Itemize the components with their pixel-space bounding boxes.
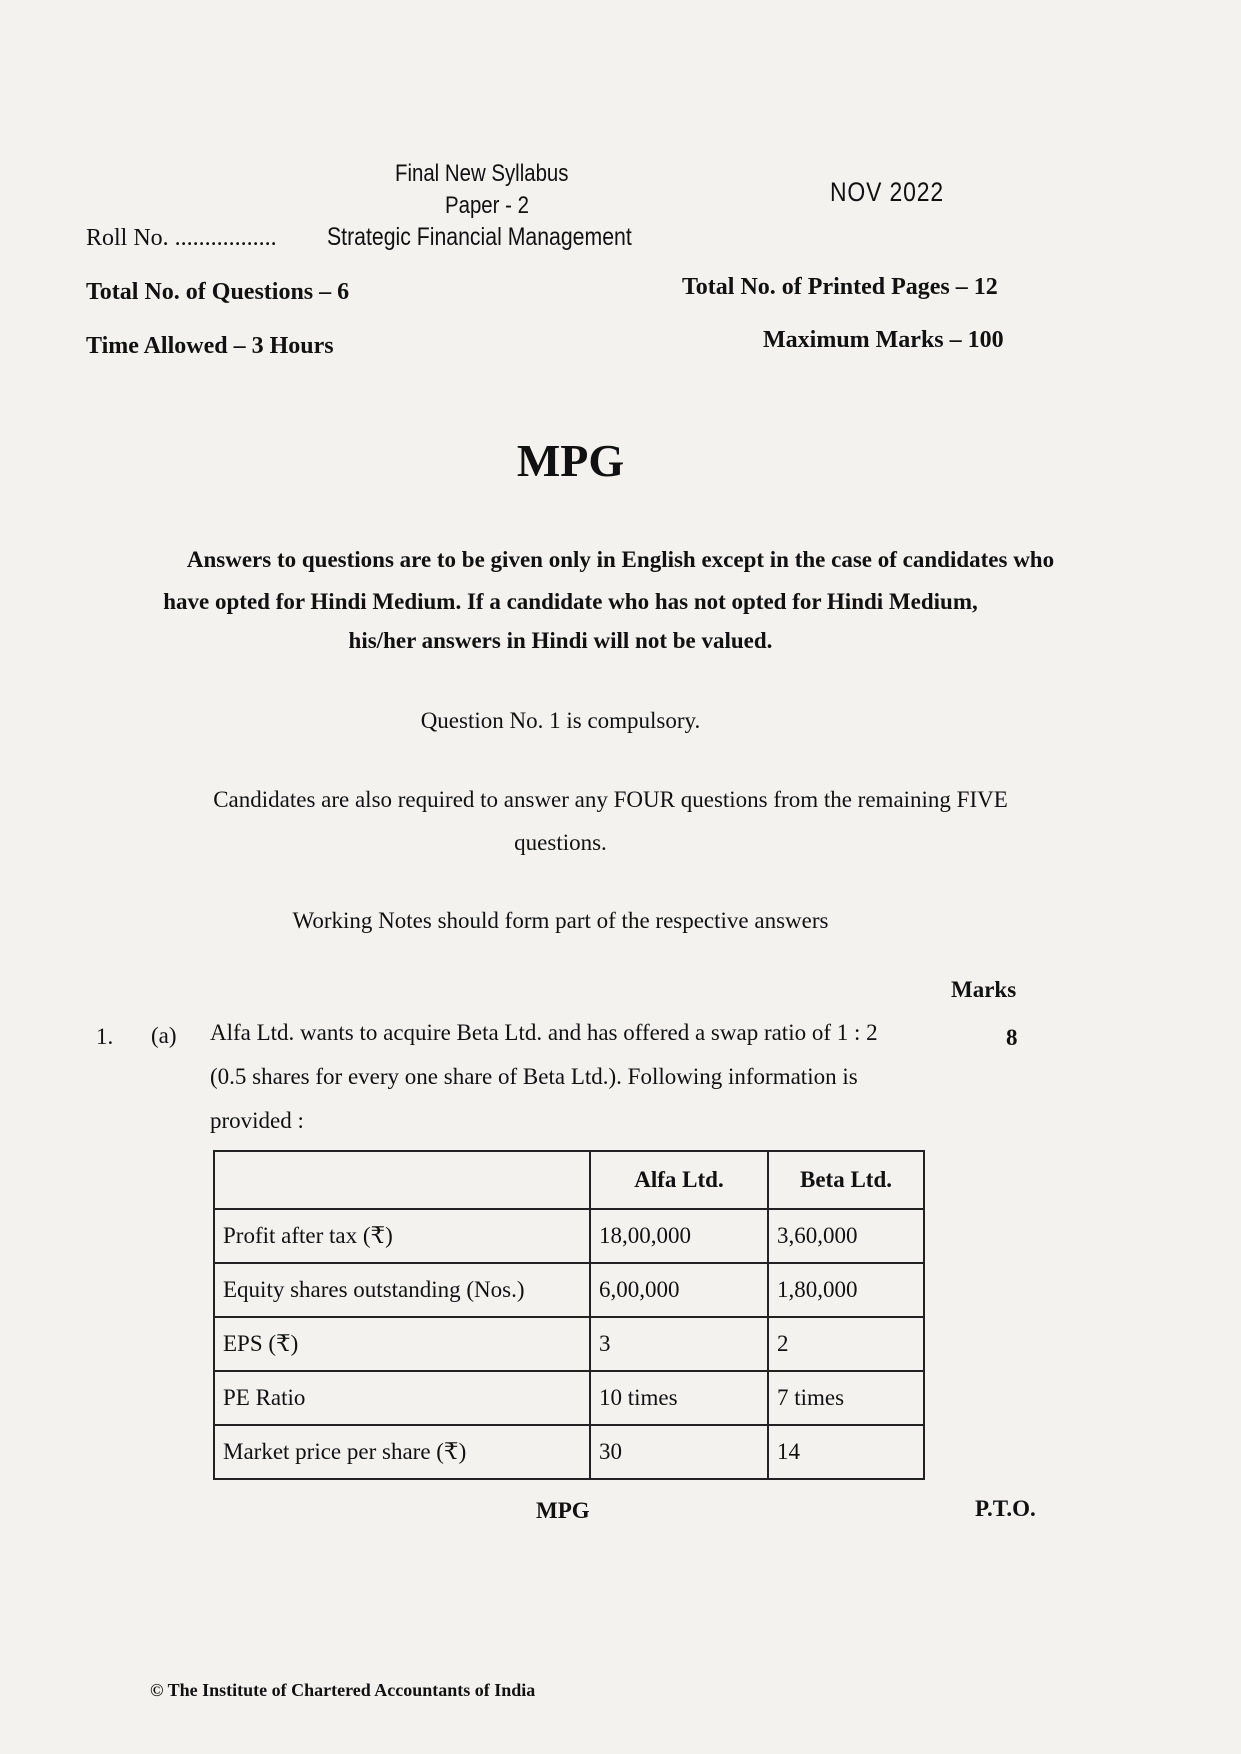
date-stamp: NOV 2022: [830, 177, 944, 207]
table-header-cell: Alfa Ltd.: [590, 1151, 768, 1209]
question-text-line-2: (0.5 shares for every one share of Beta Ltd.). Following information is: [210, 1064, 858, 1089]
table-cell: Profit after tax (₹): [214, 1209, 590, 1263]
table-header-cell: [214, 1151, 590, 1209]
working-notes-instruction: Working Notes should form part of the respective answers: [292, 908, 829, 933]
maximum-marks: Maximum Marks – 100: [763, 327, 1004, 353]
table-cell: 7 times: [768, 1371, 924, 1425]
table-header-cell: Beta Ltd.: [768, 1151, 924, 1209]
table-cell: 18,00,000: [590, 1209, 768, 1263]
table-cell: 10 times: [590, 1371, 768, 1425]
question-text-line-3: provided :: [210, 1108, 304, 1133]
table-row: [214, 1317, 924, 1371]
roll-number-field: Roll No. .................: [86, 225, 277, 251]
question-part: (a): [151, 1023, 177, 1048]
table-row: [214, 1263, 924, 1317]
marks-heading: Marks: [951, 977, 1017, 1002]
language-instruction-line-3: his/her answers in Hindi will not be valued.: [348, 628, 773, 653]
total-pages: Total No. of Printed Pages – 12: [682, 274, 998, 300]
table-cell: PE Ratio: [214, 1371, 590, 1425]
question-marks: 8: [1006, 1025, 1018, 1050]
table-cell: Market price per share (₹): [214, 1425, 590, 1479]
company-comparison-table: [213, 1150, 925, 1480]
table-row: [214, 1425, 924, 1479]
table-cell: EPS (₹): [214, 1317, 590, 1371]
table-cell: 2: [768, 1317, 924, 1371]
table-cell: 1,80,000: [768, 1263, 924, 1317]
total-questions: Total No. of Questions – 6: [86, 279, 350, 305]
table-cell: 3: [590, 1317, 768, 1371]
compulsory-note: Question No. 1 is compulsory.: [420, 708, 701, 733]
pto-label: P.T.O.: [975, 1496, 1036, 1521]
syllabus-label: Final New Syllabus: [395, 160, 569, 187]
subject-title: Strategic Financial Management: [327, 223, 632, 251]
choice-instruction-line-1: Candidates are also required to answer any FOUR questions from the remaining FIVE: [213, 787, 1008, 812]
table-cell: 3,60,000: [768, 1209, 924, 1263]
table-row: [214, 1209, 924, 1263]
choice-instruction-line-2: questions.: [514, 830, 607, 855]
paper-code: MPG: [516, 435, 625, 486]
question-number: 1.: [96, 1024, 114, 1049]
table-cell: 14: [768, 1425, 924, 1479]
copyright-notice: © The Institute of Chartered Accountants of India: [150, 1680, 536, 1700]
footer-paper-code: MPG: [536, 1498, 590, 1523]
language-instruction-line-1: Answers to questions are to be given only in English except in the case of candidates who: [186, 547, 1055, 572]
table-cell: 6,00,000: [590, 1263, 768, 1317]
question-text-line-1: Alfa Ltd. wants to acquire Beta Ltd. and has offered a swap ratio of 1 : 2: [210, 1020, 878, 1045]
time-allowed: Time Allowed – 3 Hours: [86, 333, 334, 359]
table-header-row: [214, 1151, 924, 1209]
table-row: [214, 1371, 924, 1425]
language-instruction-line-2: have opted for Hindi Medium. If a candidate who has not opted for Hindi Medium,: [163, 589, 978, 614]
paper-number: Paper - 2: [445, 192, 529, 219]
table-cell: 30: [590, 1425, 768, 1479]
table-cell: Equity shares outstanding (Nos.): [214, 1263, 590, 1317]
